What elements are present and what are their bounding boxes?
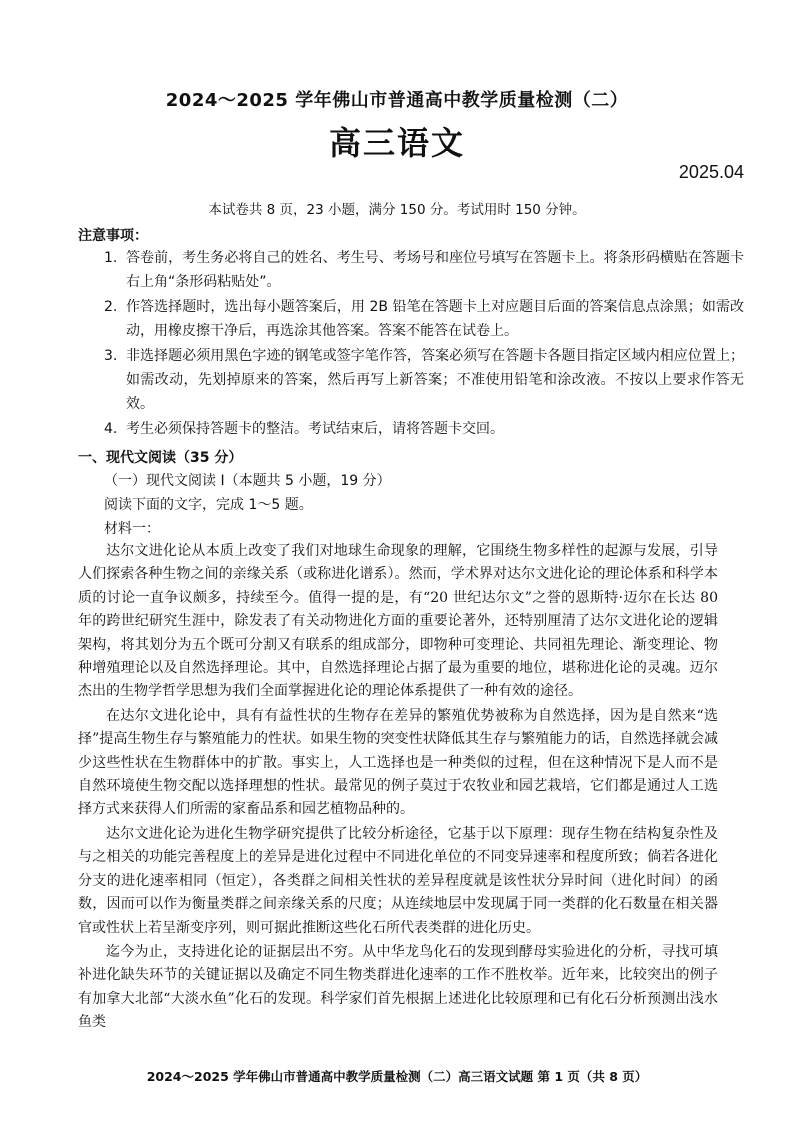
notice-number: 1. [104,250,118,266]
passage-paragraph: 达尔文进化论从本质上改变了我们对地球生命现象的理解，它围绕生物多样性的起源与发展，引导人们探索各种生物之间的亲缘关系（或称进化谱系）。然而，学术界对达尔文进化论的理论体系和科学本质的讨论一直争议颇多，持续至今。值得一提的是，有“20 世纪达尔文”之誉的恩斯特·迈尔在长达 80 年的跨世纪研究生涯中，除发表了有关动物进化方面的重要论著外，还特别厘清了达尔文进化论的逻辑架构，将其划分为五个既可分割又有联系的组成部分，即物种可变理论、共同祖先理论、渐变理论、物种增殖理论以及自然选择理论。其中，自然选择理论占据了最为重要的地位，堪称进化论的灵魂。迈尔杰出的生物学哲学思想为我们全面掌握进化论的理论体系提供了一种有效的途径。 [78,543,718,700]
material-label: 材料一： [104,521,160,537]
passage-paragraph: 在达尔文进化论中，具有有益性状的生物存在差异的繁殖优势被称为自然选择，因为是自然来“选择”提高生物生存与繁殖能力的性状。如果生物的突变性状降低其生存与繁殖能力的话，自然选择就会减少这些性状在生物群体中的扩散。事实上，人工选择也是一种类似的过程，但在这种情况下是人而不是自然环境使生物交配以选择理想的性状。最常见的例子莫过于农牧业和园艺栽培，它们都是通过人工选择方式来获得人们所需的家畜品系和园艺植物品种的。 [78,707,718,818]
page-footer: 2024～2025 学年佛山市普通高中教学质量检测（二）高三语文试题 第 1 页（共 8 页） [146,1069,648,1084]
reading-passage [78,540,718,1036]
exam-date: 2025.04 [678,162,744,182]
exam-title: 2024～2025 学年佛山市普通高中教学质量检测（二） [165,90,629,111]
passage-paragraph: 达尔文进化论为进化生物学研究提供了比较分析途径，它基于以下原理：现存生物在结构复杂性及与之相关的功能完善程度上的差异是进化过程中不同进化单位的不同变异速率和程度所致；倘若各进化分支的进化速率相同（恒定），各类群之间相关性状的差异程度就是该性状分异时间（进化时间）的函数，因而可以作为衡量类群之间亲缘关系的尺度；从连续地层中发现属于同一类群的化石数量在相关器官或性状上若呈渐变序列，则可据此推断这些化石所代表类群的进化历史。 [78,825,718,936]
notice-number: 2. [104,299,118,315]
notice-text: 答卷前，考生务必将自己的姓名、考生号、考场号和座位号填写在答题卡上。将条形码横贴在答题卡右上角“条形码粘贴处”。 [126,250,744,290]
notice-item [104,246,744,294]
reading-instruction: 阅读下面的文字，完成 1～5 题。 [104,497,313,513]
notice-text: 非选择题必须用黑色字迹的钢笔或签字笔作答，答案必须写在答题卡各题目指定区域内相应位置上；如需改动，先划掉原来的答案，然后再写上新答案；不准使用铅笔和涂改液。不按以上要求作答无效。 [126,348,744,412]
notice-item [104,295,744,343]
section-heading: 一、现代文阅读（35 分） [78,450,243,466]
notice-list [104,246,744,442]
notice-heading: 注意事项： [78,228,148,244]
notice-item [104,417,744,441]
exam-info: 本试卷共 8 页，23 小题，满分 150 分。考试用时 150 分钟。 [208,202,586,218]
notice-text: 考生必须保持答题卡的整洁。考试结束后，请将答题卡交回。 [126,421,504,437]
notice-number: 4. [104,421,118,437]
notice-number: 3. [104,348,118,364]
notice-text: 作答选择题时，选出每小题答案后，用 2B 铅笔在答题卡上对应题目后面的答案信息点涂黑；如需改动，用橡皮擦干净后，再选涂其他答案。答案不能答在试卷上。 [126,299,744,339]
subject-title: 高三语文 [328,124,465,162]
passage-paragraph: 迄今为止，支持进化论的证据层出不穷。从中华龙鸟化石的发现到酵母实验进化的分析，寻找可填补进化缺失环节的关键证据以及确定不同生物类群进化速率的工作不胜枚举。近年来，比较突出的例子有加拿大北部“大淡水鱼”化石的发现。科学家们首先根据上述进化比较原理和已有化石分析预测出浅水鱼类 [78,943,718,1031]
sub-section-heading: （一）现代文阅读 I（本题共 5 小题，19 分） [104,473,391,489]
notice-item [104,344,744,416]
